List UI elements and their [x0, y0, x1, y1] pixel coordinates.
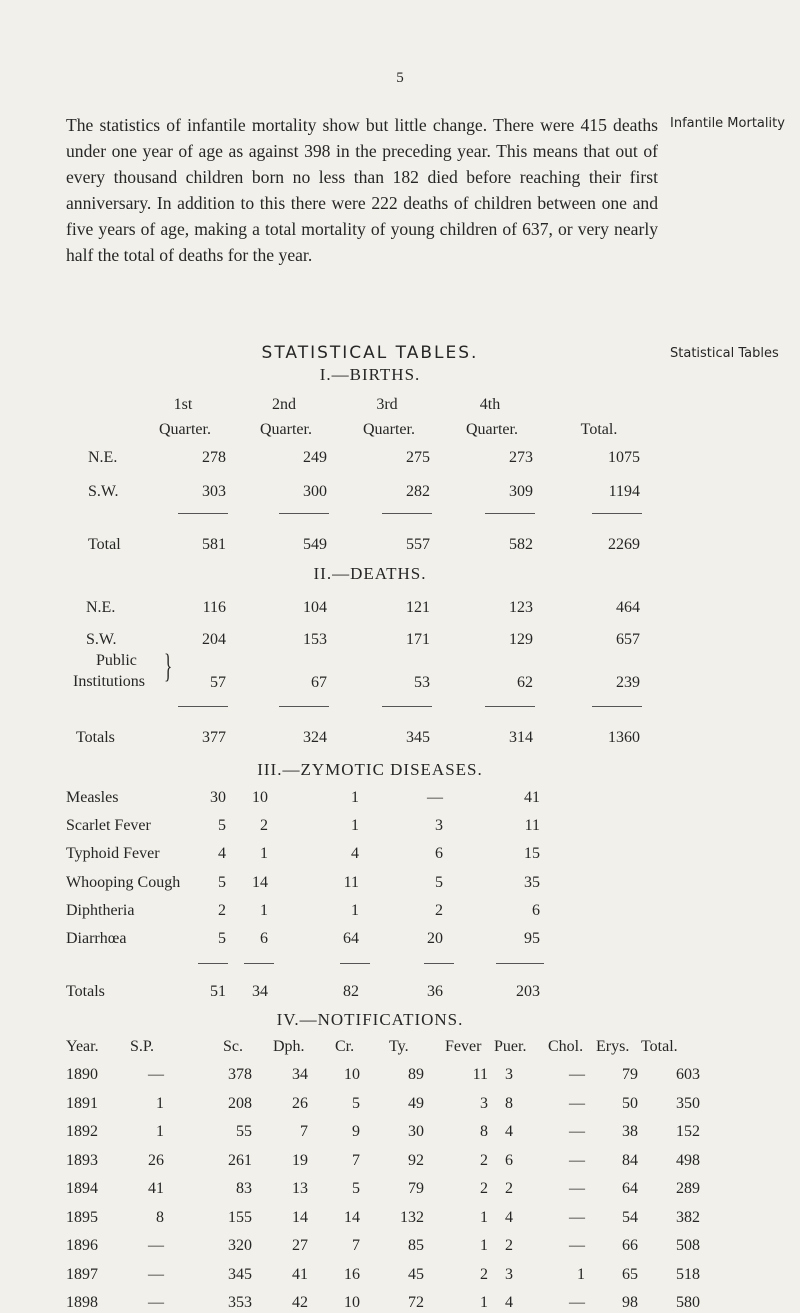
- zymotic-row-5-col-3: 1: [351, 902, 359, 919]
- notifications-row-7-col-6: 85: [408, 1237, 424, 1254]
- zymotic-row-5-col-2: 1: [260, 902, 268, 919]
- notifications-year: 1895: [66, 1208, 98, 1226]
- births-header-line2: Quarter.: [466, 421, 518, 438]
- notifications-row-6-col-6: 132: [400, 1208, 424, 1226]
- notifications-row-7-col-11: 508: [676, 1237, 700, 1254]
- notifications-row-8-col-7: 2: [480, 1265, 488, 1283]
- notifications-row-5-col-11: 289: [676, 1180, 700, 1197]
- notifications-header-7: Fever: [445, 1038, 482, 1055]
- notifications-row-6-col-8: 4: [505, 1208, 513, 1226]
- zymotic-row-2-col-3: 1: [351, 817, 359, 834]
- deaths-row-1-col-2: 104: [303, 599, 327, 616]
- zymotic-row-1-col-2: 10: [252, 789, 268, 806]
- notifications-header-6: Ty.: [389, 1038, 409, 1055]
- deaths-row-3-col-3: 53: [414, 674, 430, 691]
- zymotic-row-3-col-3: 4: [351, 845, 359, 862]
- births-row-2-col-3: 282: [406, 483, 430, 500]
- notifications-row-6-col-9: —: [569, 1208, 585, 1226]
- notifications-row-8-col-6: 45: [408, 1265, 424, 1283]
- zymotic-row-label: Measles: [66, 789, 119, 806]
- notifications-year: 1892: [66, 1123, 98, 1140]
- births-row-2-col-1: 303: [202, 483, 226, 500]
- deaths-row-1-col-5: 464: [616, 599, 640, 616]
- notifications-row-1-col-9: —: [569, 1066, 585, 1083]
- notifications-year: 1894: [66, 1180, 98, 1197]
- notifications-row-9-col-6: 72: [408, 1294, 424, 1311]
- notifications-row-8-col-9: 1: [577, 1265, 585, 1283]
- notifications-row-4-col-8: 6: [505, 1151, 513, 1169]
- zymotic-row-7-col-4: 36: [427, 983, 443, 1000]
- births-header-line1: 4th: [479, 396, 501, 413]
- zymotic-row-2-col-2: 2: [260, 817, 268, 834]
- notifications-row-5-col-9: —: [569, 1180, 585, 1197]
- notifications-row-8-col-5: 16: [344, 1265, 360, 1283]
- notifications-row-4-col-11: 498: [676, 1151, 700, 1169]
- margin-note-infantile-mortality: Infantile Mortality: [670, 116, 785, 131]
- zymotic-row-4-col-1: 5: [218, 874, 226, 891]
- deaths-row-1-col-4: 123: [509, 599, 533, 616]
- notifications-row-1-col-10: 79: [622, 1066, 638, 1083]
- deaths-row-3-col-2: 67: [311, 674, 327, 691]
- notifications-header-5: Cr.: [335, 1038, 355, 1055]
- notifications-row-1-col-4: 34: [292, 1066, 308, 1083]
- margin-note-statistical-tables: Statistical Tables: [670, 346, 779, 361]
- births-row-1-col-4: 273: [509, 449, 533, 466]
- zymotic-row-5-col-4: 2: [435, 902, 443, 919]
- births-total-rule-4: [485, 513, 535, 514]
- zymotic-row-4-col-4: 5: [435, 874, 443, 891]
- births-total-rule-3: [382, 513, 432, 514]
- notifications-row-9-col-11: 580: [676, 1294, 700, 1311]
- notifications-row-9-col-8: 4: [505, 1294, 513, 1311]
- notifications-row-3-col-4: 7: [300, 1123, 308, 1140]
- births-row-1-col-1: 278: [202, 449, 226, 466]
- zymotic-total-rule-1: [198, 963, 228, 964]
- births-row-3-col-4: 582: [509, 536, 533, 553]
- births-header-line2: Quarter.: [159, 421, 211, 438]
- notifications-row-6-col-3: 155: [228, 1208, 252, 1226]
- zymotic-row-1-col-5: 41: [524, 789, 540, 806]
- zymotic-row-label: Whooping Cough: [66, 874, 181, 891]
- deaths-row-label-public: Public: [96, 652, 137, 669]
- zymotic-row-label: Scarlet Fever: [66, 817, 151, 834]
- zymotic-row-6-col-5: 95: [524, 930, 540, 947]
- notifications-row-4-col-9: —: [569, 1151, 585, 1169]
- deaths-row-4-col-1: 377: [202, 729, 226, 746]
- deaths-row-3-col-5: 239: [616, 674, 640, 691]
- births-row-2-col-5: 1194: [608, 483, 640, 500]
- notifications-row-1-col-11: 603: [676, 1066, 700, 1083]
- zymotic-row-1-col-4: —: [427, 789, 443, 806]
- notifications-row-3-col-9: —: [569, 1123, 585, 1140]
- deaths-row-4-col-5: 1360: [608, 729, 640, 746]
- zymotic-row-6-col-1: 5: [218, 930, 226, 947]
- notifications-row-7-col-2: —: [148, 1237, 164, 1254]
- notifications-row-5-col-10: 64: [622, 1180, 638, 1197]
- notifications-header-11: Total.: [641, 1038, 678, 1055]
- notifications-row-7-col-10: 66: [622, 1237, 638, 1254]
- notifications-row-5-col-3: 83: [236, 1180, 252, 1197]
- deaths-title: II.—DEATHS.: [313, 564, 427, 583]
- zymotic-total-rule-2: [244, 963, 274, 964]
- notifications-row-3-col-7: 8: [480, 1123, 488, 1140]
- notifications-row-1-col-6: 89: [408, 1066, 424, 1083]
- notifications-row-4-col-2: 26: [148, 1151, 164, 1169]
- notifications-header-3: Sc.: [223, 1038, 243, 1055]
- notifications-row-5-col-5: 5: [352, 1180, 360, 1197]
- notifications-row-9-col-2: —: [148, 1294, 164, 1311]
- notifications-header-4: Dph.: [273, 1038, 305, 1055]
- zymotic-row-4-col-3: 11: [343, 874, 359, 891]
- zymotic-row-label: Typhoid Fever: [66, 845, 160, 862]
- zymotic-row-5-col-5: 6: [532, 902, 540, 919]
- notifications-row-2-col-11: 350: [676, 1094, 700, 1112]
- notifications-row-3-col-11: 152: [676, 1123, 700, 1140]
- zymotic-row-1-col-1: 30: [210, 789, 226, 806]
- page-number: 5: [396, 70, 404, 86]
- zymotic-row-7-col-1: 51: [210, 983, 226, 1000]
- notifications-header-2: S.P.: [130, 1038, 155, 1055]
- notifications-row-5-col-6: 79: [408, 1180, 424, 1197]
- notifications-row-1-col-8: 3: [505, 1066, 513, 1083]
- notifications-row-9-col-9: —: [569, 1294, 585, 1311]
- notifications-row-1-col-2: —: [148, 1066, 164, 1083]
- zymotic-total-rule-4: [424, 963, 454, 964]
- zymotic-row-6-col-3: 64: [343, 930, 359, 947]
- notifications-row-1-col-5: 10: [344, 1066, 360, 1083]
- deaths-row-label: N.E.: [86, 599, 116, 616]
- tables-title: STATISTICAL TABLES.: [261, 343, 479, 363]
- deaths-row-2-col-2: 153: [303, 631, 327, 648]
- deaths-row-4-col-3: 345: [406, 729, 430, 746]
- births-row-label: N.E.: [88, 449, 118, 466]
- notifications-row-6-col-10: 54: [622, 1208, 638, 1226]
- deaths-row-2-col-5: 657: [616, 631, 640, 648]
- deaths-row-2-col-4: 129: [509, 631, 533, 648]
- deaths-total-rule-2: [279, 706, 329, 707]
- deaths-row-3-col-1: 57: [210, 674, 226, 691]
- births-header-line1: 3rd: [376, 396, 398, 413]
- births-row-label: Total: [88, 536, 121, 553]
- notifications-row-9-col-5: 10: [344, 1294, 360, 1311]
- intro-paragraph: The statistics of infantile mortality show but little change. There were 415 deaths under one year of age as against 398 in the preceding year. This means that out of every thousand children born no less than 182 died before reaching their first anniversary. In addition to this there were 222 deaths of children between one and five years of age, making a total mortality of young children of 637, or very nearly half the total of deaths for the year.: [66, 115, 658, 265]
- births-row-3-col-5: 2269: [608, 536, 640, 553]
- notifications-year: 1893: [66, 1151, 98, 1169]
- notifications-row-2-col-5: 5: [352, 1094, 360, 1112]
- zymotic-row-7-col-3: 82: [343, 983, 359, 1000]
- notifications-row-6-col-4: 14: [292, 1208, 308, 1226]
- zymotic-row-6-col-2: 6: [260, 930, 268, 947]
- deaths-row-1-col-3: 121: [406, 599, 430, 616]
- notifications-row-9-col-4: 42: [292, 1294, 308, 1311]
- notifications-year: 1890: [66, 1066, 98, 1083]
- notifications-row-1-col-3: 378: [228, 1066, 252, 1083]
- notifications-year: 1891: [66, 1094, 98, 1112]
- zymotic-row-3-col-5: 15: [524, 845, 540, 862]
- zymotic-row-2-col-1: 5: [218, 817, 226, 834]
- zymotic-total-rule-3: [340, 963, 370, 964]
- births-header-line1: 2nd: [272, 396, 296, 413]
- zymotic-row-3-col-4: 6: [435, 845, 443, 862]
- notifications-row-2-col-3: 208: [228, 1094, 252, 1112]
- births-row-1-col-5: 1075: [608, 449, 640, 466]
- notifications-header-1: Year.: [66, 1038, 99, 1055]
- notifications-row-3-col-6: 30: [408, 1123, 424, 1140]
- notifications-header-10: Erys.: [596, 1038, 630, 1055]
- births-header-line2: Quarter.: [363, 421, 415, 438]
- notifications-row-7-col-9: —: [569, 1237, 585, 1254]
- notifications-row-2-col-10: 50: [622, 1094, 638, 1112]
- zymotic-row-3-col-1: 4: [218, 845, 226, 862]
- births-total-rule-2: [279, 513, 329, 514]
- zymotic-total-rule-5: [496, 963, 544, 964]
- notifications-row-5-col-7: 2: [480, 1180, 488, 1197]
- deaths-row-label: S.W.: [86, 631, 117, 648]
- births-header-line1: 1st: [173, 396, 193, 413]
- notifications-row-3-col-5: 9: [352, 1123, 360, 1140]
- notifications-year: 1897: [66, 1265, 98, 1283]
- births-title: I.—BIRTHS.: [319, 365, 421, 384]
- notifications-row-9-col-7: 1: [480, 1294, 488, 1311]
- deaths-row-label-institutions: Institutions: [73, 673, 146, 690]
- zymotic-row-6-col-4: 20: [427, 930, 443, 947]
- brace-mark: }: [164, 648, 173, 685]
- births-row-3-col-3: 557: [406, 536, 430, 553]
- notifications-row-6-col-5: 14: [344, 1208, 360, 1226]
- notifications-title: IV.—NOTIFICATIONS.: [276, 1010, 464, 1029]
- notifications-row-4-col-3: 261: [228, 1151, 252, 1169]
- notifications-row-4-col-6: 92: [408, 1151, 424, 1169]
- deaths-row-2-col-3: 171: [406, 631, 430, 648]
- deaths-total-rule-1: [178, 706, 228, 707]
- notifications-row-4-col-4: 19: [292, 1151, 308, 1169]
- notifications-row-3-col-10: 38: [622, 1123, 638, 1140]
- births-row-1-col-3: 275: [406, 449, 430, 466]
- notifications-row-5-col-2: 41: [148, 1180, 164, 1197]
- zymotic-row-3-col-2: 1: [260, 845, 268, 862]
- births-row-3-col-1: 581: [202, 536, 226, 553]
- deaths-row-3-col-4: 62: [517, 674, 533, 691]
- notifications-row-8-col-11: 518: [676, 1265, 700, 1283]
- notifications-row-2-col-4: 26: [292, 1094, 308, 1112]
- zymotic-row-label: Totals: [66, 983, 105, 1000]
- notifications-row-6-col-11: 382: [676, 1208, 700, 1226]
- births-row-2-col-4: 309: [509, 483, 533, 500]
- notifications-row-7-col-7: 1: [480, 1237, 488, 1254]
- notifications-row-9-col-10: 98: [622, 1294, 638, 1311]
- births-row-label: S.W.: [88, 483, 119, 500]
- notifications-row-6-col-2: 8: [156, 1208, 164, 1226]
- births-row-3-col-2: 549: [303, 536, 327, 553]
- deaths-row-1-col-1: 116: [202, 599, 226, 616]
- notifications-header-9: Chol.: [548, 1038, 584, 1055]
- notifications-row-2-col-2: 1: [156, 1094, 164, 1112]
- notifications-row-2-col-9: —: [569, 1094, 585, 1112]
- notifications-row-8-col-4: 41: [292, 1265, 308, 1283]
- notifications-row-2-col-7: 3: [480, 1094, 488, 1112]
- notifications-row-2-col-6: 49: [408, 1094, 424, 1112]
- zymotic-row-7-col-5: 203: [516, 983, 540, 1000]
- notifications-row-7-col-3: 320: [228, 1237, 252, 1254]
- notifications-row-8-col-2: —: [148, 1265, 164, 1283]
- births-header-line2: Total.: [580, 421, 618, 438]
- notifications-row-3-col-3: 55: [236, 1123, 252, 1140]
- deaths-total-rule-3: [382, 706, 432, 707]
- zymotic-row-4-col-2: 14: [252, 874, 268, 891]
- notifications-row-5-col-8: 2: [505, 1180, 513, 1197]
- deaths-row-4-col-2: 324: [303, 729, 327, 746]
- zymotic-row-2-col-4: 3: [435, 817, 443, 834]
- notifications-row-2-col-8: 8: [505, 1094, 513, 1112]
- notifications-row-8-col-3: 345: [228, 1265, 252, 1283]
- zymotic-row-1-col-3: 1: [351, 789, 359, 806]
- zymotic-row-7-col-2: 34: [252, 983, 268, 1000]
- zymotic-row-2-col-5: 11: [524, 817, 540, 834]
- births-row-1-col-2: 249: [303, 449, 327, 466]
- births-total-rule-1: [178, 513, 228, 514]
- deaths-total-rule-4: [485, 706, 535, 707]
- notifications-row-8-col-10: 65: [622, 1265, 638, 1283]
- notifications-row-7-col-8: 2: [505, 1237, 513, 1254]
- notifications-year: 1898: [66, 1294, 98, 1311]
- notifications-row-4-col-7: 2: [480, 1151, 488, 1169]
- notifications-row-5-col-4: 13: [292, 1180, 308, 1197]
- notifications-row-7-col-4: 27: [292, 1237, 308, 1254]
- births-total-rule-5: [592, 513, 642, 514]
- deaths-row-2-col-1: 204: [202, 631, 226, 648]
- births-row-2-col-2: 300: [303, 483, 327, 500]
- notifications-row-3-col-8: 4: [505, 1123, 513, 1140]
- zymotic-title: III.—ZYMOTIC DISEASES.: [257, 760, 483, 779]
- notifications-row-1-col-7: 11: [472, 1066, 488, 1083]
- notifications-row-4-col-5: 7: [352, 1151, 360, 1169]
- notifications-year: 1896: [66, 1237, 98, 1254]
- zymotic-row-5-col-1: 2: [218, 902, 226, 919]
- notifications-row-4-col-10: 84: [622, 1151, 638, 1169]
- zymotic-row-label: Diphtheria: [66, 902, 135, 919]
- notifications-row-9-col-3: 353: [228, 1294, 252, 1311]
- zymotic-row-4-col-5: 35: [524, 874, 540, 891]
- notifications-header-8: Puer.: [494, 1038, 527, 1055]
- notifications-row-3-col-2: 1: [156, 1123, 164, 1140]
- notifications-row-8-col-8: 3: [505, 1265, 513, 1283]
- notifications-row-7-col-5: 7: [352, 1237, 360, 1254]
- deaths-row-label: Totals: [76, 729, 115, 746]
- deaths-total-rule-5: [592, 706, 642, 707]
- zymotic-row-label: Diarrhœa: [66, 930, 127, 947]
- deaths-row-4-col-4: 314: [509, 729, 533, 746]
- births-header-line2: Quarter.: [260, 421, 312, 438]
- notifications-row-6-col-7: 1: [480, 1208, 488, 1226]
